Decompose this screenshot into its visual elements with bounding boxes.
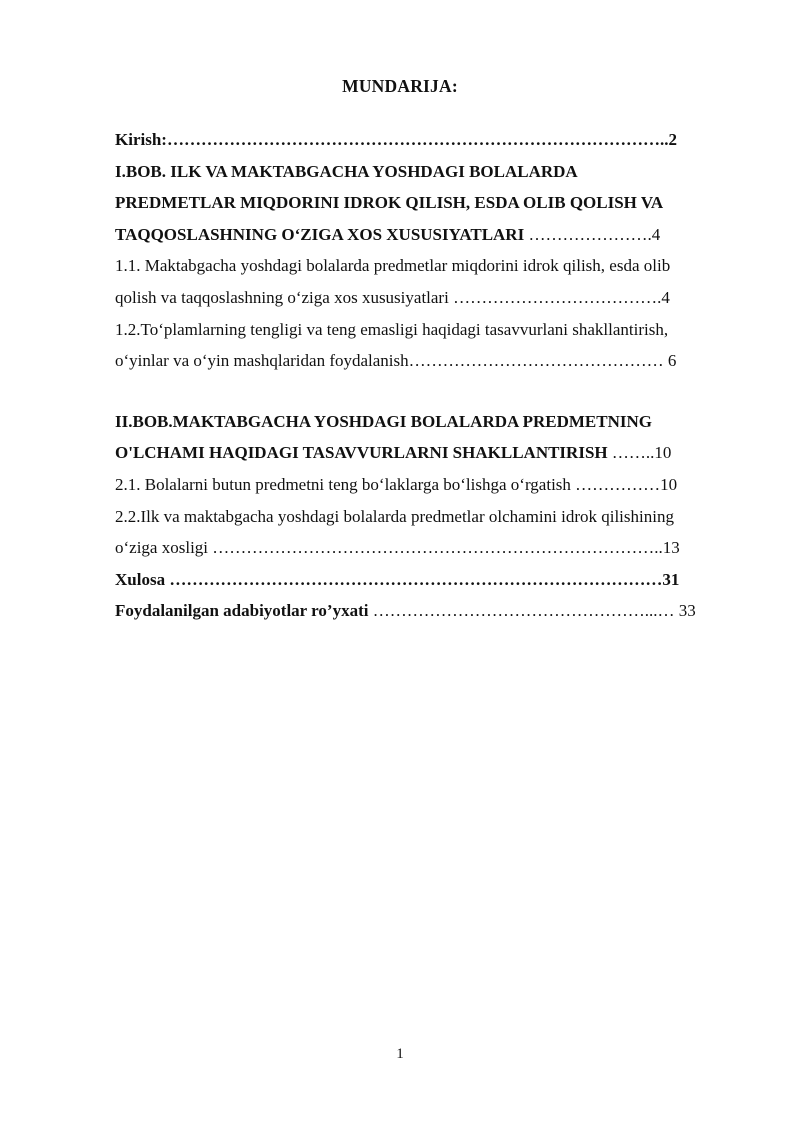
toc-entry-bob1-leader: ………………….4 bbox=[524, 224, 661, 244]
toc-entry-foydalanilgan-label: Foydalanilgan adabiyotlar ro’yxati bbox=[115, 601, 369, 621]
toc-entry-1-2-line2[interactable]: o‘yinlar va o‘yin mashqlaridan foydalanish……………………………………… 6 bbox=[115, 351, 677, 371]
toc-entry-bob1-line1[interactable]: I.BOB. ILK VA MAKTABGACHA YOSHDAGI BOLALARDA bbox=[115, 161, 578, 181]
toc-entry-1-2-line1[interactable]: 1.2.To‘plamlarning tengligi va teng emasligi haqidagi tasavvurlani shakllantirish, bbox=[115, 319, 669, 339]
page-title: MUNDARIJA: bbox=[342, 76, 458, 96]
toc-entry-2-2-line2[interactable]: o‘ziga xosligi ……………………………………………………………………..13 bbox=[115, 538, 680, 558]
toc-entry-2-2-line1[interactable]: 2.2.Ilk va maktabgacha yoshdagi bolalarda predmetlar olchamini idrok qilishining bbox=[115, 506, 674, 526]
toc-entry-2-1[interactable]: 2.1. Bolalarni butun predmetni teng bo‘laklarga bo‘lishga o‘rgatish ……………10 bbox=[115, 474, 678, 494]
page-number: 1 bbox=[396, 1046, 404, 1062]
toc-entry-kirish[interactable]: Kirish:……………………………………………………………………………..2 bbox=[115, 130, 677, 149]
toc-entry-bob1-heading-end: TAQQOSLASHNING O‘ZIGA XOS XUSUSIYATLARI bbox=[115, 224, 525, 244]
toc-entry-bob1-line3[interactable] bbox=[115, 219, 740, 251]
toc-entry-bob2-leader: ……..10 bbox=[607, 443, 672, 463]
toc-entry-foydalanilgan[interactable] bbox=[115, 595, 740, 627]
section-spacer bbox=[115, 377, 740, 406]
table-of-contents bbox=[115, 124, 740, 627]
toc-entry-bob1-line2[interactable]: PREDMETLAR MIQDORINI IDROK QILISH, ESDA OLIB QOLISH VA bbox=[115, 193, 664, 213]
toc-entry-bob2-heading-end: O'LCHAMI HAQIDAGI TASAVVURLARNI SHAKLLANTIRISH bbox=[115, 443, 608, 463]
toc-entry-1-1-line2[interactable]: qolish va taqqoslashning o‘ziga xos xususiyatlari ……………………………….4 bbox=[115, 287, 670, 307]
toc-entry-bob2-line2[interactable] bbox=[115, 437, 740, 469]
toc-entry-bob2-line1[interactable]: II.BOB.MAKTABGACHA YOSHDAGI BOLALARDA PREDMETNING bbox=[115, 411, 652, 431]
toc-entry-foydalanilgan-leader: …………………………………………...… 33 bbox=[368, 601, 696, 621]
toc-entry-xulosa[interactable]: Xulosa ……………………………………………………………………………31 bbox=[115, 569, 680, 589]
toc-entry-1-1-line1[interactable]: 1.1. Maktabgacha yoshdagi bolalarda predmetlar miqdorini idrok qilish, esda olib bbox=[115, 256, 671, 276]
